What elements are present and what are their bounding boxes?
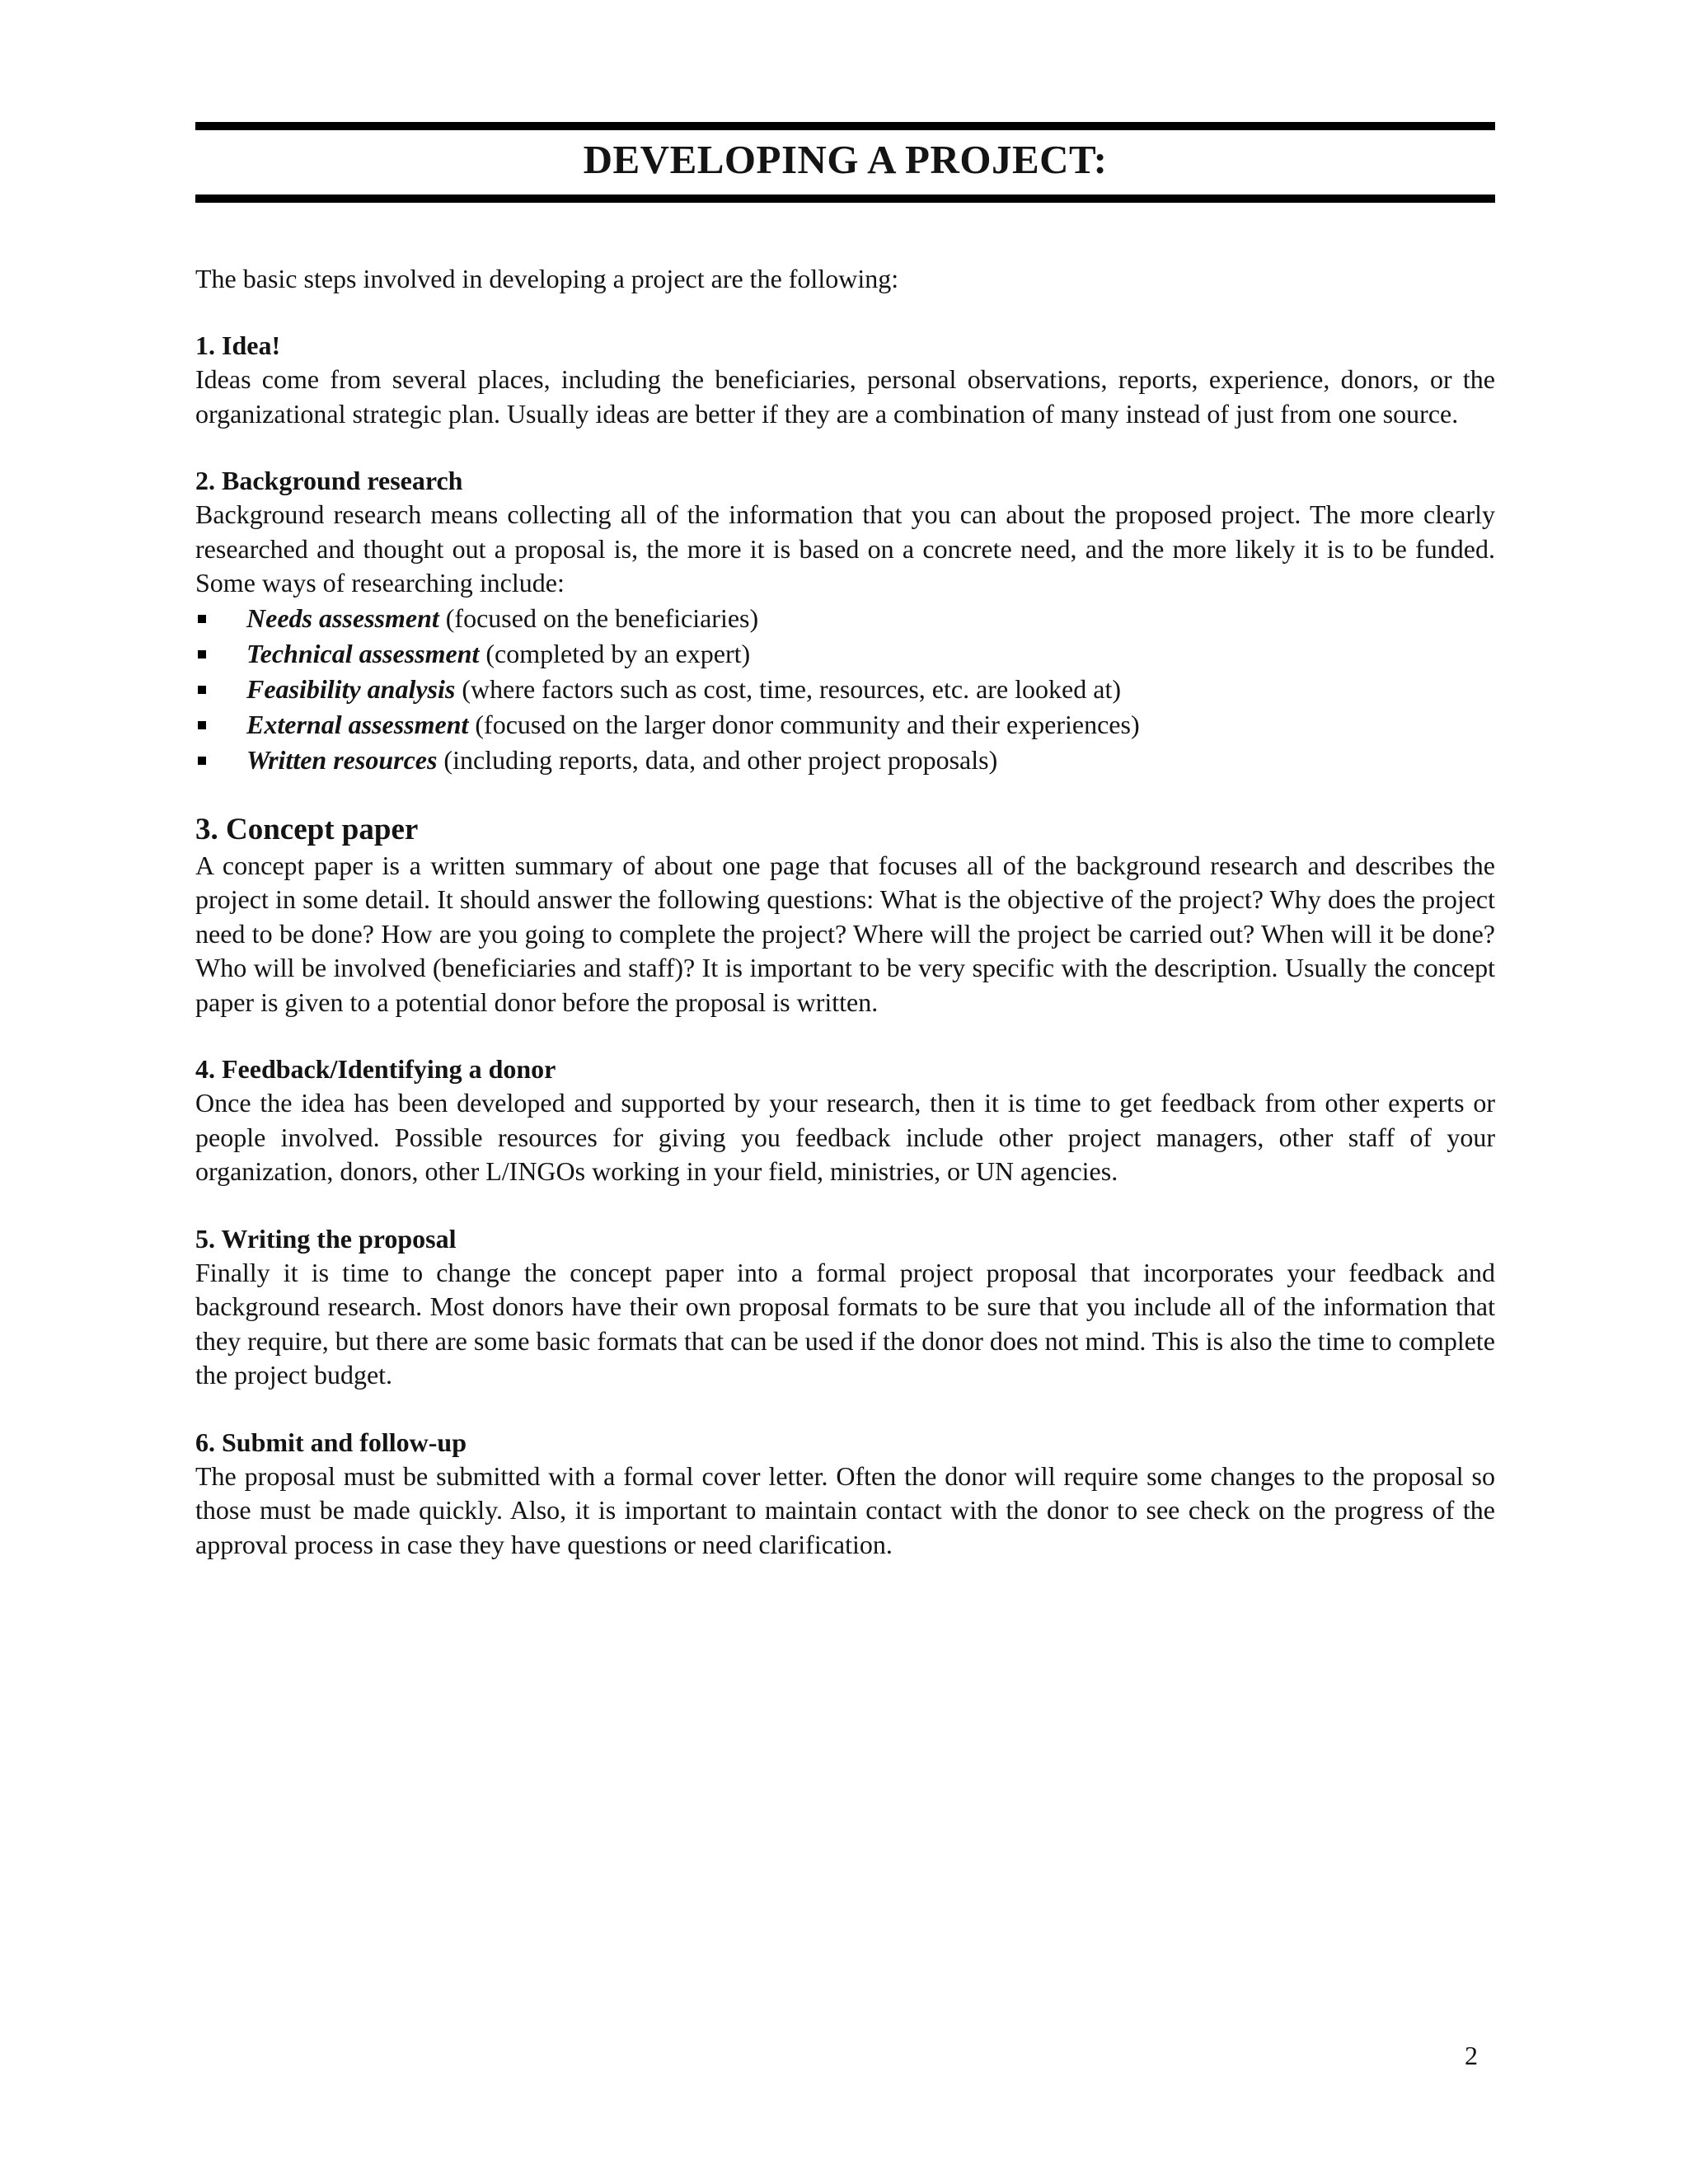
list-item — [195, 707, 1495, 743]
section-submit-follow-up — [195, 1426, 1495, 1563]
bullet-term: Written resources — [246, 744, 438, 775]
section-body: Ideas come from several places, including the beneficiaries, personal observations, reports, experience, donors, or the organizational strategic plan. Usually ideas are better if they are a combination of many instead of just from one source. — [195, 364, 1495, 429]
section-heading: 2. Background research — [195, 466, 463, 495]
bullet-text: (where factors such as cost, time, resources, etc. are looked at) — [455, 673, 1121, 704]
square-bullet-icon — [198, 721, 206, 729]
section-concept-paper — [195, 811, 1495, 1020]
top-rule — [195, 122, 1495, 130]
bullet-term: Needs assessment — [246, 602, 439, 633]
bullet-term: Feasibility analysis — [246, 673, 456, 704]
bullet-text: (focused on the beneficiaries) — [438, 602, 759, 633]
section-heading: 3. Concept paper — [195, 812, 419, 846]
section-heading: 1. Idea! — [195, 330, 281, 360]
section-body: Once the idea has been developed and supported by your research, then it is time to get feedback from other experts or people involved. Possible resources for giving you feedback include other project managers, other staff of your organization, donors, other L/INGOs working in your field, ministries, or UN agencies. — [195, 1088, 1495, 1186]
square-bullet-icon — [198, 686, 206, 694]
section-heading: 6. Submit and follow-up — [195, 1427, 467, 1457]
list-item — [195, 601, 1495, 636]
section-heading: 4. Feedback/Identifying a donor — [195, 1054, 556, 1084]
list-item — [195, 672, 1495, 707]
bottom-rule — [195, 194, 1495, 203]
bullet-text: (completed by an expert) — [479, 638, 751, 668]
section-writing-proposal — [195, 1222, 1495, 1393]
research-methods-list — [195, 601, 1495, 778]
document-page — [195, 122, 1495, 1595]
bullet-text: (focused on the larger donor community and their experiences) — [468, 709, 1140, 739]
section-feedback — [195, 1052, 1495, 1189]
bullet-term: Technical assessment — [246, 638, 480, 668]
section-body: A concept paper is a written summary of about one page that focuses all of the background research and describes the project in some detail. It should answer the following questions: What is the objective of the project? Why does the project need to be done? How are you going to complete the project? Where will the project be carried out? When will it be done? Who will be involved (beneficiaries and staff)? It is important to be very specific with the description. Usually the concept paper is given to a potential donor before the proposal is written. — [195, 850, 1495, 1017]
section-background-research — [195, 464, 1495, 778]
section-idea — [195, 329, 1495, 431]
bullet-text: (including reports, data, and other project proposals) — [437, 744, 998, 775]
square-bullet-icon — [198, 757, 206, 765]
section-heading: 5. Writing the proposal — [195, 1223, 457, 1254]
page-title: DEVELOPING A PROJECT: — [583, 137, 1108, 182]
list-item — [195, 636, 1495, 672]
square-bullet-icon — [198, 650, 206, 658]
page-number: 2 — [1465, 2041, 1478, 2070]
section-body: Finally it is time to change the concept paper into a formal project proposal that incorporates your feedback and background research. Most donors have their own proposal formats to be sure that you include all of the information that they require, but there are some basic formats that can be used if the donor does not mind. This is also the time to complete the project budget. — [195, 1257, 1495, 1390]
bullet-term: External assessment — [246, 709, 469, 739]
list-item — [195, 743, 1495, 778]
section-body: Background research means collecting all of the information that you can about the proposed project. The more clearly researched and thought out a proposal is, the more it is based on a concrete need, and the more likely it is to be funded. Some ways of researching include: — [195, 499, 1495, 598]
intro-paragraph: The basic steps involved in developing a project are the following: — [195, 264, 899, 293]
section-body: The proposal must be submitted with a formal cover letter. Often the donor will require some changes to the proposal so those must be made quickly. Also, it is important to maintain contact with the donor to see check on the progress of the approval process in case they have questions or need clarification. — [195, 1460, 1495, 1559]
square-bullet-icon — [198, 615, 206, 623]
